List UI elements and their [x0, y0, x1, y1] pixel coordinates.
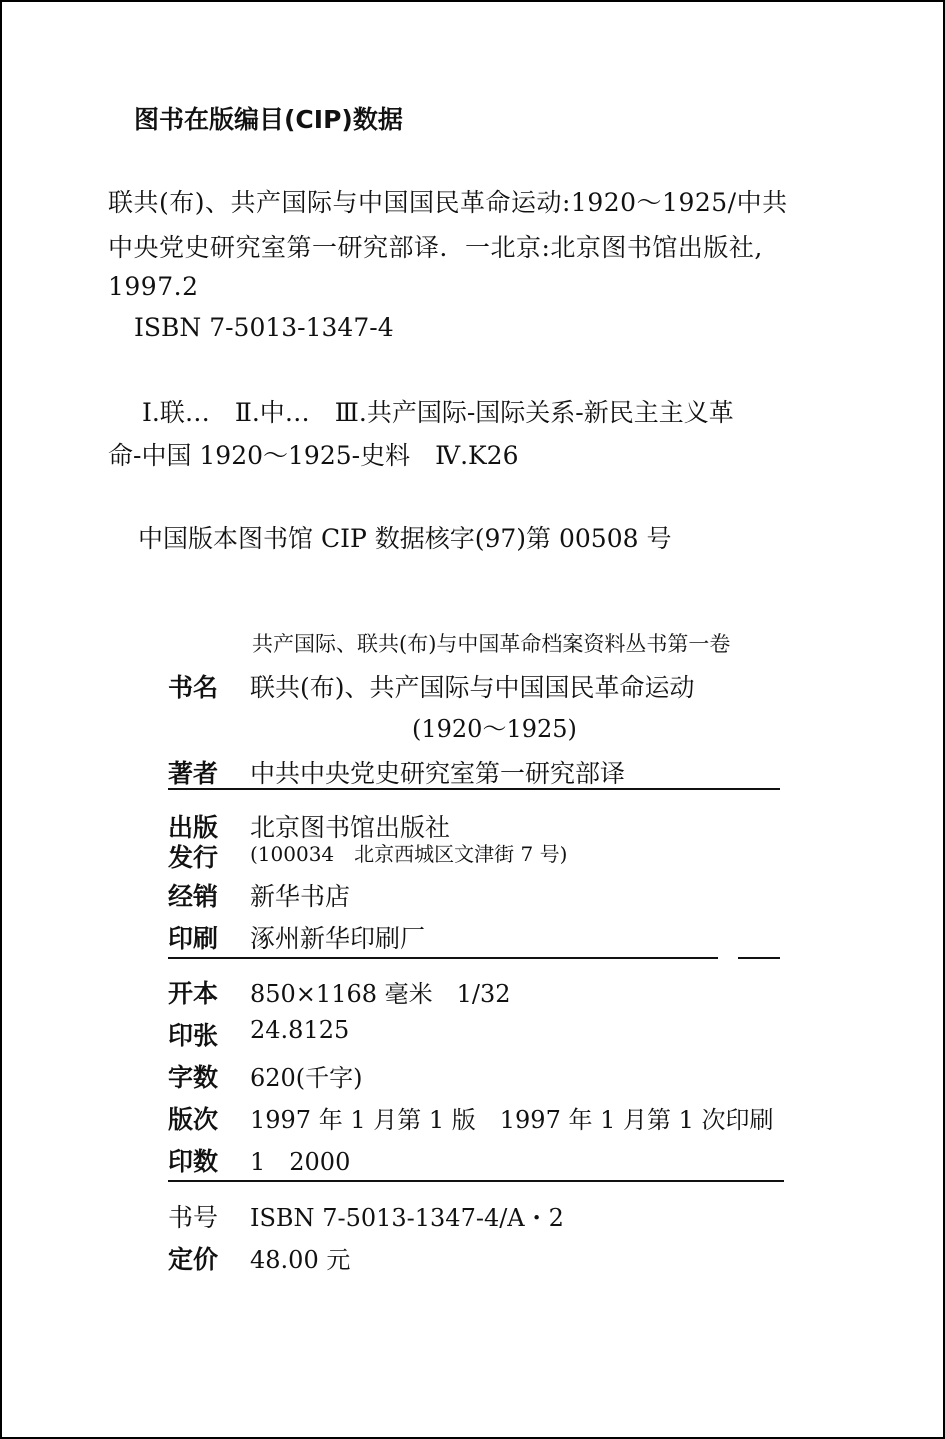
word-count-value: 620(千字) [250, 1064, 363, 1092]
cip-verify-number: 中国版本图书馆 CIP 数据核字(97)第 00508 号 [138, 524, 672, 553]
cip-line-3: 1997.2 [108, 272, 199, 301]
publisher-label-2: 发行 [168, 843, 219, 872]
title-years: (1920～1925) [412, 715, 577, 743]
author-value: 中共中央党史研究室第一研究部译 [250, 759, 626, 788]
format-value: 850×1168 毫米 1/32 [250, 980, 511, 1008]
divider-2 [168, 957, 718, 959]
author-label: 著者 [168, 759, 219, 788]
series-title: 共产国际、联共(布)与中国革命档案资料丛书第一卷 [252, 632, 731, 656]
distributor-label: 经销 [168, 882, 219, 911]
edition-value: 1997 年 1 月第 1 版 1997 年 1 月第 1 次印刷 [250, 1106, 774, 1134]
copies-value: 1 2000 [250, 1148, 351, 1176]
divider-2-tail [738, 957, 780, 959]
classification-line-2: 命-中国 1920～1925-史料 Ⅳ.K26 [108, 441, 519, 470]
title-value: 联共(布)、共产国际与中国国民革命运动 [250, 673, 695, 702]
price-label: 定价 [168, 1245, 219, 1274]
isbn-label: 书号 [168, 1203, 219, 1232]
cip-heading: 图书在版编目(CIP)数据 [134, 105, 403, 134]
classification-line-1: Ⅰ.联… Ⅱ.中… Ⅲ.共产国际-国际关系-新民主主义革 [142, 398, 734, 427]
edition-label: 版次 [168, 1105, 219, 1134]
printer-label: 印刷 [168, 924, 219, 953]
divider-3 [168, 1180, 784, 1182]
cip-line-1: 联共(布)、共产国际与中国国民革命运动:1920～1925/中共 [108, 188, 788, 217]
copies-label: 印数 [168, 1147, 219, 1176]
cip-line-2: 中央党史研究室第一研究部译．一北京:北京图书馆出版社, [108, 233, 763, 262]
price-value: 48.00 元 [250, 1246, 351, 1274]
format-label: 开本 [168, 979, 219, 1008]
title-label: 书名 [168, 673, 219, 702]
divider-1 [168, 788, 780, 790]
publisher-address: (100034 北京西城区文津街 7 号) [250, 842, 568, 866]
sheets-label: 印张 [168, 1021, 219, 1050]
cip-isbn: ISBN 7-5013-1347-4 [134, 313, 394, 342]
publisher-label-1: 出版 [168, 813, 219, 842]
publisher-value: 北京图书馆出版社 [250, 813, 451, 842]
word-count-label: 字数 [168, 1063, 219, 1092]
sheets-value: 24.8125 [250, 1016, 350, 1044]
distributor-value: 新华书店 [250, 882, 351, 911]
isbn-value: ISBN 7-5013-1347-4/A・2 [250, 1204, 564, 1232]
printer-value: 涿州新华印刷厂 [250, 924, 426, 953]
